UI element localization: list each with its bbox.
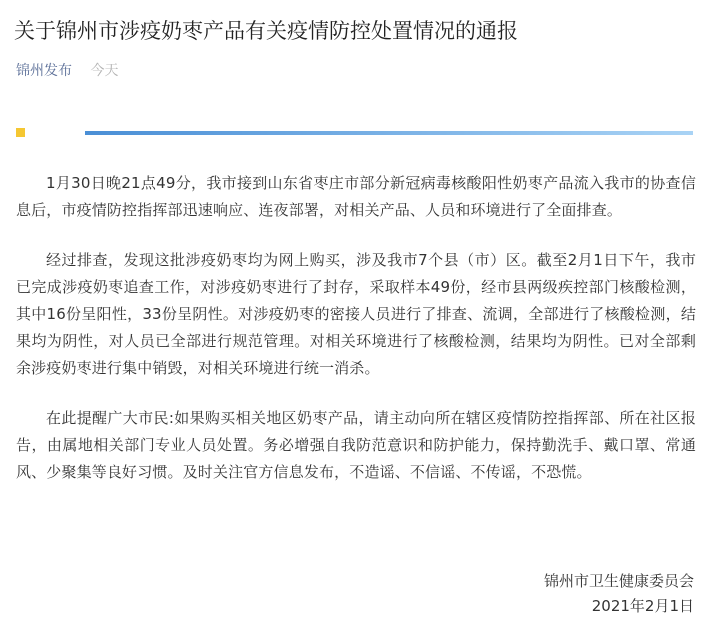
article-meta bbox=[16, 60, 118, 82]
article-title: 关于锦州市涉疫奶枣产品有关疫情防控处置情况的通报 bbox=[14, 19, 518, 43]
paragraph: 在此提醒广大市民:如果购买相关地区奶枣产品，请主动向所在辖区疫情防控指挥部、所在社区报告，由属地相关部门专业人员处置。务必增强自我防范意识和防护能力，保持勤洗手、戴口罩、常通风、少聚集等良好习惯。及时关注官方信息发布，不造谣、不信谣、不传谣，不恐慌。 bbox=[16, 409, 696, 481]
paragraph: 1月30日晚21点49分，我市接到山东省枣庄市部分新冠病毒核酸阳性奶枣产品流入我市的协查信息后，市疫情防控指挥部迅速响应、连夜部署，对相关产品、人员和环境进行了全面排查。 bbox=[16, 174, 696, 219]
signature-block bbox=[544, 569, 694, 619]
paragraph: 经过排查，发现这批涉疫奶枣均为网上购买，涉及我市7个县（市）区。截至2月1日下午，我市已完成涉疫奶枣追查工作，对涉疫奶枣进行了封存，采取样本49份，经市县两级疾控部门核酸检测，其中16份呈阳性，33份呈阴性。对涉疫奶枣的密接人员进行了排查、流调，全部进行了核酸检测，结果均为阴性，对人员已全部进行规范管理。对相关环境进行了核酸检测，结果均为阴性。已对全部剩余涉疫奶枣进行集中销毁，对相关环境进行统一消杀。 bbox=[16, 251, 696, 377]
article-body bbox=[16, 170, 696, 509]
decorative-square bbox=[16, 128, 25, 137]
account-name-link[interactable]: 锦州发布 bbox=[16, 63, 72, 79]
signature-org: 锦州市卫生健康委员会 bbox=[543, 572, 694, 590]
decorative-divider bbox=[85, 131, 693, 135]
publish-date: 今天 bbox=[90, 63, 119, 79]
signature-date: 2021年2月1日 bbox=[591, 597, 694, 615]
